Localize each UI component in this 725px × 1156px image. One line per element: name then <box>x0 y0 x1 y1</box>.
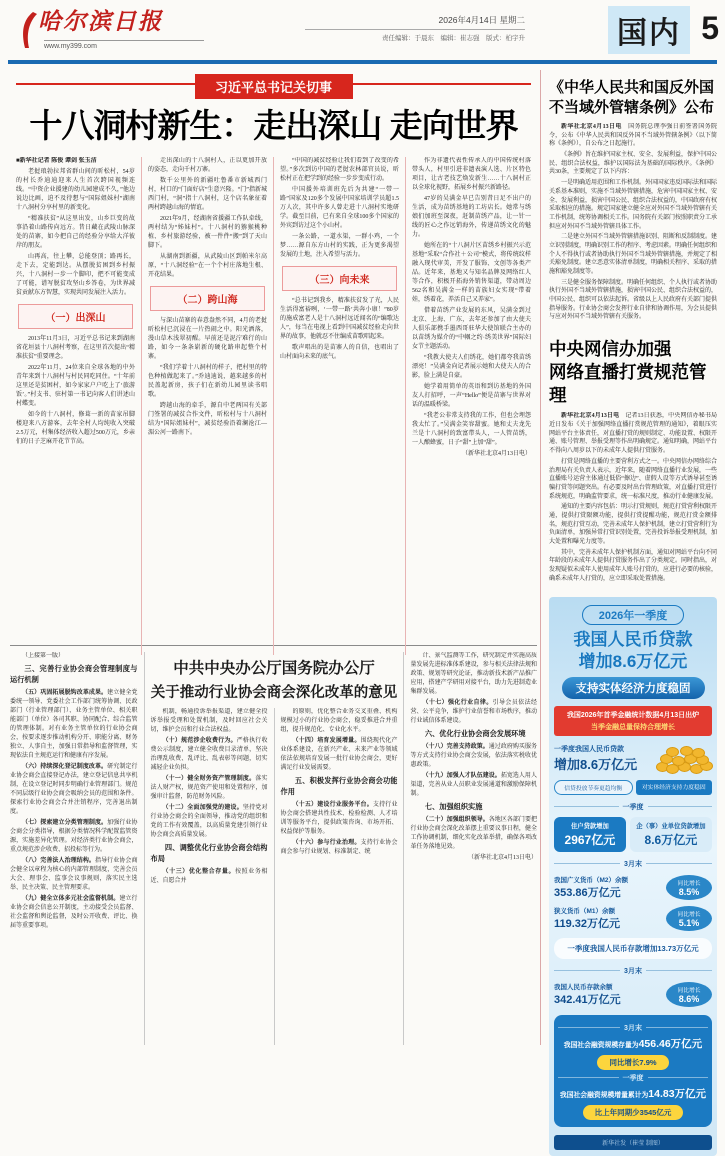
body-paragraph: （新华社北京4月13日电） <box>461 451 531 457</box>
body-paragraph: （八）完善法人治理结构。指导行业协会商会健全以章程为核心的内部管理制度，完善会员大会、理事会、监事会议事规则，落实民主选举、民主决策、民主管理要求。 <box>10 857 138 891</box>
opinion-column-2 <box>145 708 274 1045</box>
body-paragraph: 从湖南到新疆，从武陵山区到帕米尔高原，“十八洞经验”在一个个村庄落地生根、开花结果。 <box>148 254 267 278</box>
body-paragraph: 打赏是网络直播的主要营利方式之一。中央网信办网络综合治理局有关负责人表示，近年来，随着网络直播行业发展，一些直播账号运营主体通过低俗“擦边”、虚假人设等方式诱导甚至诱骗打赏等问题突出。有必要及时出台管理政策，对直播打赏进行系统规范，明确监管要求，统一标准尺度，推动行业健康发展。 <box>549 458 717 500</box>
loan-stats-row <box>554 817 712 852</box>
stat-label: 企（事）业单位贷款增加 <box>636 822 706 830</box>
tag-row <box>554 780 712 795</box>
infographic-title <box>554 629 712 672</box>
opinion-column-3 <box>274 708 404 1045</box>
article-column-1 <box>10 157 141 655</box>
opinion-headline-line-2: 关于推动行业协会商会深化改革的意见 <box>150 685 398 701</box>
section-heading: 六、优化行业协会商会发展环境 <box>424 729 526 738</box>
section-heading: 三、完善行业协会商会管理制度与运行机制 <box>10 664 138 684</box>
continuation-column <box>10 652 145 1045</box>
section-heading: 四、调整优化行业协会商会结构布局 <box>150 843 268 863</box>
sidebar-article-1-body <box>549 123 717 324</box>
enterprise-loan-box <box>630 817 712 852</box>
infographic-credit: 新华社发（崔莹 制图） <box>554 1135 712 1150</box>
bottom-section <box>10 652 537 1045</box>
coins-icon <box>654 744 712 774</box>
sidebar-article-2-title <box>549 338 717 406</box>
article-column-3 <box>273 157 405 655</box>
title-line: 我国人民币贷款 <box>573 630 693 650</box>
m1-label: 狭义货币（M1）余额 <box>554 907 616 915</box>
stat-value: 8.6万亿元 <box>644 832 698 847</box>
body-paragraph: 2022年11月，24位来自全球各地的中外青年来到十八洞村与村民同吃同住。“十年前这里还是贫困村，如今家家户户吃上了‘旅游饭’。”村支书、驻村第一书记向客人们讲述山村蝶变。 <box>16 365 135 407</box>
title-line: 网络直播打赏规范管理 <box>549 361 707 405</box>
m1-row <box>554 906 712 931</box>
banner-line-2: 当季金融总量保持合理增长 <box>591 723 675 731</box>
body-paragraph: 2021年9月，经湖南省援疆工作队牵线，两村结为“姊妹村”。十八洞村的猕猴桃种植、乡村旅游经验，被一件件“搬”到了天山脚下。 <box>148 216 267 249</box>
divider-quarter-2: 一季度 <box>558 1073 708 1083</box>
divider-march: 3月末 <box>554 859 712 869</box>
title-line: 不当域外管辖条例》公布 <box>549 98 715 116</box>
loan-value: 增加8.6万亿元 <box>554 757 638 773</box>
title-line: 增加8.6万亿元 <box>578 651 688 671</box>
body-paragraph: “我们学着十八洞村的样子，把村里的特色种植做起来了。”乔迪迪说，越来越多的村民盖起新房，孩子们在新幼儿园里读书唱歌。 <box>148 365 267 398</box>
body-paragraph: 2013年11月3日，习近平总书记来到湖南省花垣县十八洞村考察，在这里首次提出“精准扶贫”重要理念。 <box>16 336 135 360</box>
body-paragraph: 作为非遗代表性传承人的中国传统村落带头人，村里引进非遗表演人选、片区特色项目，让古老技艺焕发新生……十八洞村正以全球化视野，拓展乡村振兴新路径。 <box>412 158 531 191</box>
body-paragraph: 新华社北京4月13日电 国务院总理李强日前签署国务院令，公布《中华人民共和国反外国不当域外管辖条例》（以下简称《条例》），自公布之日起施行。 <box>549 124 717 148</box>
body-paragraph: 她学着用简单的英语和到访基地的外国友人打招呼，一声“Hello”便是苗寨与世界对话的温暖桥梁。 <box>412 384 531 408</box>
section-box: （二）跨山海 <box>150 286 265 311</box>
editors-line: 责任编辑：于晨东 编辑：崔志强 版式：柏宇升 <box>305 29 525 42</box>
paper-name: 哈尔滨日报 <box>38 9 163 34</box>
m1-growth-badge: 同比增长 5.1% <box>666 906 712 931</box>
body-paragraph: 计、景气监测等工作，研究制定并实施高质量发展先进标准体系建设，参与相关法律法规和政策、规划等研究论证，推动新技术新产品推广应用，搭建产学研用对接平台，助力先进制造业集群发展。 <box>410 653 537 695</box>
body-paragraph: （七）探索建立分类管理制度。加强行业协会商会分类指导，根据分类情况科学配置监管资源，实施差异化管理。对经济类行业协会商会，重点规范涉企收费、招投标等行为。 <box>10 819 138 853</box>
issue-date: 2026年4月14日 星期二 <box>438 15 525 25</box>
body-paragraph: （五）巩固拓展脱钩改革成果。建立健全党委统一领导、党委社会工作部门统筹协调、民政部门（行业管理部门）、业务主管单位、相关职能部门（单位）各司其职、协同配合、综合监管的管理体制。对有业务主管单位的行业协会商会，按要求逐步推动机构分开、职能分离、财务独立、人事自主，加强日常指导和监督管理，实现依法自主规范运行和健康有序发展。 <box>10 689 138 759</box>
sidebar <box>549 78 717 1156</box>
masthead <box>0 0 725 64</box>
body-paragraph: 47岁的吴满金早已告别昔日足不出户的生活，成为苗绣基地的工坊店长。她常与绣娘们加班至深夜，赶制苗绣产品，让一针一线的匠心之作远销海外，传递苗绣文化的魅力。 <box>412 196 531 238</box>
continuation-body <box>10 664 138 931</box>
tag-credit-pace: 信贷投放节奏更趋均衡 <box>554 780 633 795</box>
body-paragraph: （新华社北京4月13日电） <box>467 854 537 861</box>
m2-value: 353.86万亿元 <box>554 886 621 899</box>
opinion-columns <box>145 708 404 1045</box>
article-column-4 <box>405 157 537 655</box>
deposit-add-box: 一季度我国人民币存款增加13.73万亿元 <box>554 938 712 959</box>
finance-infographic <box>549 597 717 1156</box>
body-paragraph: 新华社北京4月13日电 记者13日获悉，中央网信办秘书局近日发布《关于加强网络直播打赏规范管理的通知》，着眼压实网站平台主体责任，对直播打赏的规则制定、功能设置、权限开通、账号管理、举报受理等作出明确规定。通知明确，网站平台不得向八周岁以下的未成年人提供打赏服务。 <box>549 413 717 455</box>
body-paragraph: 她所在的“十八洞片区苗绣乡村振兴示范基地”采取“合作社＋公司”模式，将传统纹样融入现代审美，开发了服饰、文创等各类产品。近年来，基地又与知名品牌及网络红人等合作，积极开拓海外销售渠道，带动周边562名和吴满金一样的苗族妇女实现“带着娃，绣着花，养活自己又养家”。 <box>412 243 531 303</box>
body-paragraph: 跨越山海的牵手，源自中老两国有关部门签署的减贫合作文件，昕松村与十八洞村结为“国际姐妹村”，减贫经验沿着澜沧江—湄公河一路南下。 <box>148 403 267 436</box>
m2-label: 我国广义货币（M2）余额 <box>554 876 629 884</box>
body-paragraph: （十一）健全财务资产管理制度。落实法人财产权，规范资产使用和处置程序，加强审计监督，防范财务风险。 <box>150 776 268 800</box>
body-paragraph: “精准扶贫”从这里出发，山乡巨变的故事沿着山路传向远方。昔日藏在武陵山脉深处的苗寨，如今把自己的经验分享给大洋彼岸的朋友。 <box>16 216 135 249</box>
section-box: （一）出深山 <box>18 304 133 329</box>
title-line: 《中华人民共和国反外国 <box>549 79 715 96</box>
stat-label: 住户贷款增加 <box>570 822 609 830</box>
divider-march-3: 3月末 <box>558 1023 708 1033</box>
divider-march-2: 3月末 <box>554 966 712 976</box>
kicker: 习近平总书记关切事 <box>195 74 353 99</box>
deposit-row <box>554 982 712 1007</box>
opinion-column-4 <box>403 652 537 1045</box>
household-loan-box <box>554 817 626 852</box>
body-paragraph: （九）健全立体多元社会监督机制。建立行业协会商会信息公开制度，主动接受会员监督、社会监督和舆论监督，及时公开收费、评比、换届等重要事项。 <box>10 895 138 929</box>
loan-label: 一季度我国人民币贷款 <box>554 746 624 754</box>
opinion-headline <box>145 652 404 708</box>
m2-growth-badge: 同比增长 8.5% <box>666 875 712 900</box>
body-paragraph: 其中，完善未成年人保护机制方面，通知对网站平台向不同年龄段的未成年人提供打赏服务作出了分类规定。同时指出，对发现疑似未成年人使用成年人账号打赏的，应进行必要的核验，确系未成年人打赏的，应立即采取处置措施。 <box>549 549 717 582</box>
body-paragraph: 走出深山的十八洞村人，正以更加开放的姿态，走向千村万寨。 <box>148 158 267 173</box>
body-paragraph: “中国的减贫经验让我们看到了改变的希望。”多次到访中国的老挝农林部官员说，昕松村正在把学到的经验一步步变成行动。 <box>280 158 399 182</box>
body-paragraph: 通知的主要内容包括：明示打赏规则，规范打赏营利权限开通，提供打赏限额功能，提供打赏提醒功能，规范打赏金额排名，规范打赏互动，完善未成年人保护机制，建立打赏营利行为负面清单，加强异常打赏识别处置，完善投诉举报受理机制，加大处置和曝光力度等。 <box>549 504 717 545</box>
section-name-box: 国内 <box>608 6 690 54</box>
body-paragraph: 中国援外培训班先后为共建“一带一路”国家及120多个发展中国家培训学员超1.5万人次，其中许多人曾走进十八洞村实地研学。截至目前，已有来自全球100多个国家的外宾到访过这个小山村。 <box>280 187 399 229</box>
byline: ■新华社记者 陈俊 谭剑 张玉洁 <box>16 158 97 164</box>
body-paragraph: 二是建立外国不当域外管辖措施识别、阻断和反制制度。建立识别制度，明确识别工作的程序、考虑因素。明确任何组织和个人不得执行或者协助执行外国不当域外管辖措施，并规定了相关豁免制度。建立恶意实体清单制度，明确相关程序、采取的措施和豁免制度等。 <box>549 234 717 275</box>
body-paragraph: 借着苗绣产业发展的东风，吴满金到过北京、上海、广东，去年还参加了由大使夫人俱乐部携手墨西哥驻华大使馆联合主办的以苗绣为媒介的“中帼之约·绣美世界”国际妇女节主题活动。 <box>412 308 531 350</box>
m1-value: 119.32万亿元 <box>554 917 621 930</box>
body-paragraph: （十二）全面加强党的建设。坚持党对行业协会商会的全面领导，推动党的组织和党的工作有效覆盖，以高质量党建引领行业协会商会高质量发展。 <box>150 805 268 838</box>
opinion-article <box>145 652 404 1045</box>
body-paragraph: 与深山苗寨的春意盎然不同，4月的老挝昕松村已沉浸在一片热闹之中。阳光洒落，漫山草木浅翠初醒。早前还是泥泞难行的山路，如今一条条崭新的硬化路串起整个村寨。 <box>148 318 267 360</box>
social-financing-box <box>554 1015 712 1127</box>
body-paragraph: （十七）强化行业自律。引导会员依法经营、公平竞争，维护行业信誉和市场秩序，推动行业诚信体系建设。 <box>410 700 537 724</box>
body-paragraph: （十）规范涉企收费行为。严格执行收费公示制度，建立健全收费目录清单，坚决治理乱收费、乱评比、乱表彰等问题，切实减轻企业负担。 <box>150 738 268 771</box>
body-paragraph: “总书记到我乡，精准扶贫发了光，人民生活得富裕咧，‘一带一路’共奔小康！”80岁的施成富老人是十八洞村远近闻名的“编歌达人”，每当在电视上看到中国减贫经验走向世界的故事，他就忍不住编成苗歌唱起来。 <box>280 298 399 340</box>
body-paragraph: 的原则，优化整合业务交叉重叠、机构规模过小的行业协会商会，稳妥推进合并重组，提升规范化、专业化水平。 <box>280 709 398 733</box>
sidebar-divider <box>540 70 541 1045</box>
body-paragraph: （六）持续深化登记制度改革。研究制定行业协会商会直接登记办法，建立登记信息共享机制，在设立登记时同步明确行业管理部门。规范不同层级行业协会商会吸纳会员的范围和条件。探索行业协会商会合并注销程序，完善退出制度。 <box>10 763 138 815</box>
body-paragraph: （十三）优化整合存量。按照业务相近、自愿合并 <box>150 868 268 884</box>
continuation-note: （上接第一版） <box>22 653 65 659</box>
article-columns <box>10 157 537 655</box>
body-paragraph: 《条例》旨在维护国家主权、安全、发展利益，保护中国公民、组织合法权益，维护以国际法为基础的国际秩序。《条例》共30条，主要规定了以下内容： <box>549 152 717 176</box>
period-pill: 2026年一季度 <box>582 605 684 625</box>
body-paragraph: 数千公里外的新疆吐鲁番市新城西门村，村口的“门面好店”生意兴隆。“门”指新城西门村，“洞”指十八洞村，这个店名象征着两村跨越山海的情谊。 <box>148 178 267 211</box>
brush-stroke-icon <box>14 10 38 50</box>
body-paragraph: 三是健全服务保障制度。明确任何组织、个人执行或者协助执行外国不当域外管辖措施，损害中国公民、组织合法权益的，中国公民、组织可以依法起诉。省级以上人民政府有关部门提供指导服务。行业协会商会发挥行业自律和协调作用，为会员提供与应对外国不当域外管辖有关服务。 <box>549 279 717 321</box>
deposit-value: 342.41万亿元 <box>554 993 621 1006</box>
article-column-2 <box>141 157 273 655</box>
body-paragraph: 机制，畅通投诉举报渠道，建立健全投诉举报受理和处置机制，及时回应社会关切，维护会员和行业合法权益。 <box>150 709 268 733</box>
deposit-label: 我国人民币存款余额 <box>554 983 613 991</box>
stock-growth-pill: 同比增长7.9% <box>597 1055 668 1070</box>
body-paragraph: 一条公路，一道水渠，一群小鸡，一个梦……源自东方山村的实践，正为更多渴望发展的土地，注入希望与活力。 <box>280 234 399 258</box>
main-article <box>10 70 537 646</box>
divider-quarter: 一季度 <box>554 802 712 812</box>
subtitle-pill: 支持实体经济力度稳固 <box>562 677 705 699</box>
body-paragraph: （十九）加强人才队伍建设。拓宽选人用人渠道，完善从业人员职业发展通道和激励保障机制。 <box>410 772 537 797</box>
sidebar-article-2-body <box>549 412 717 585</box>
section-heading: 五、积极发挥行业协会商会功能作用 <box>280 776 398 796</box>
body-paragraph: 如今的十八洞村，修葺一新的苗家吊脚楼迎来八方游客，去年全村人均纯收入突破2.5万元，村集体经济收入超过500万元，乡亲们的日子芝麻开花节节高。 <box>16 412 135 445</box>
body-paragraph: （十四）培育发展增量。围绕现代化产业体系建设，在新兴产业、未来产业等领域依法依规培育发展一批行业协会商会，更好满足行业发展需要。 <box>280 738 398 771</box>
sidebar-article-1-title <box>549 78 717 117</box>
kicker-row <box>10 74 537 94</box>
news-banner <box>554 706 712 736</box>
m2-row <box>554 875 712 900</box>
loan-row <box>554 744 712 774</box>
deposit-growth-badge: 同比增长 8.6% <box>666 982 712 1007</box>
body-paragraph: “我教大使夫人们绣花，她们都夸我苗绣漂亮！”吴满金向记者展示她和大使夫人的合影，脸上满是自豪。 <box>412 355 531 379</box>
opinion-headline-line-1: 中共中央办公厅国务院办公厅 <box>173 660 375 677</box>
main-headline: 十八洞村新生：走出深山 走向世界 <box>29 107 518 144</box>
tag-economy-support: 对实体经济支持力度稳固 <box>636 780 713 795</box>
section-heading: 七、加强组织实施 <box>424 801 483 811</box>
body-paragraph: 歌声唱出的是苗寨人的自信，也唱出了山村面向未来的底气。 <box>280 345 399 360</box>
body-paragraph: （十六）参与行业治理。支持行业协会商会参与行业规划、标准制定、统 <box>280 839 398 855</box>
paper-website: www.my399.com <box>44 40 204 50</box>
body-paragraph: 一是明确适用范围和工作机制。外国国家违反国际法和国际关系基本准则，实施不当域外管辖措施，危害中国国家主权、安全、发展利益，损害中国公民、组织合法权益的，中国政府有权采取相应的措施。规定国家建立健全应对外国不当域外管辖有关工作机制，统筹协调相关工作。国务院有关部门按照职责分工承担应对外国不当域外管辖具体工作。 <box>549 180 717 230</box>
financing-increment-line: 我国社会融资规模增量累计为14.83万亿元 <box>559 1087 707 1100</box>
masthead-rule <box>8 60 717 64</box>
increment-note-pill: 比上年同期少3545亿元 <box>583 1105 684 1120</box>
body-paragraph: （十八）完善支持政策。通过政府购买服务等方式支持行业协会商会发展，依法落实税收优惠政策。 <box>410 743 537 768</box>
body-paragraph: 山再高，往上攀，总能登顶；路再长，走下去，定能到达。从摆脱贫困到乡村振兴，十八洞村一步一个脚印，把不可能变成了可能，谱写脱贫攻坚山乡答卷，为世界减贫贡献东方智慧，实现共同发展注入活力。 <box>16 254 135 296</box>
financing-stock-line: 我国社会融资规模存量为456.46万亿元 <box>563 1037 703 1050</box>
stat-value: 2967亿元 <box>564 832 616 847</box>
issue-info <box>305 14 525 42</box>
title-line: 中央网信办加强 <box>549 339 672 360</box>
page-number: 5 <box>701 10 719 46</box>
body-paragraph: 老挝琅勃拉邦省群山间的昕松村，54岁的村长乔迪迪迎来人生首次跨国视频连线。“中资企业援建的幼儿园建成不久，”他边说边比画，迫不及待想与“国际姐妹村”湖南十八洞村分享村里的新变化。 <box>16 169 135 211</box>
banner-line-1: 我国2026年首季金融统计数据4月13日出炉 <box>566 711 700 719</box>
body-paragraph: （十五）建设行业服务平台。支持行业协会商会搭建共性技术、检验检测、人才培训等服务平台，提供政策咨询、市场开拓、权益保护等服务。 <box>280 801 398 835</box>
body-paragraph: “我老公非常支持我的工作，但也会埋怨我太忙了。”吴满金笑容甜蜜。她和丈夫龙先兰是十八洞村的致富带头人，一人管苗绣，一人酿蜂蜜，日子“甜”上加“甜”。 <box>412 413 531 446</box>
section-box: （三）向未来 <box>282 266 397 291</box>
body-paragraph: （二十）加强组织领导。各地区各部门要把行业协会商会深化改革摆上重要议事日程，健全工作协调机制，细化实化改革举措，确保各项改革任务落地见效。 <box>410 816 537 850</box>
